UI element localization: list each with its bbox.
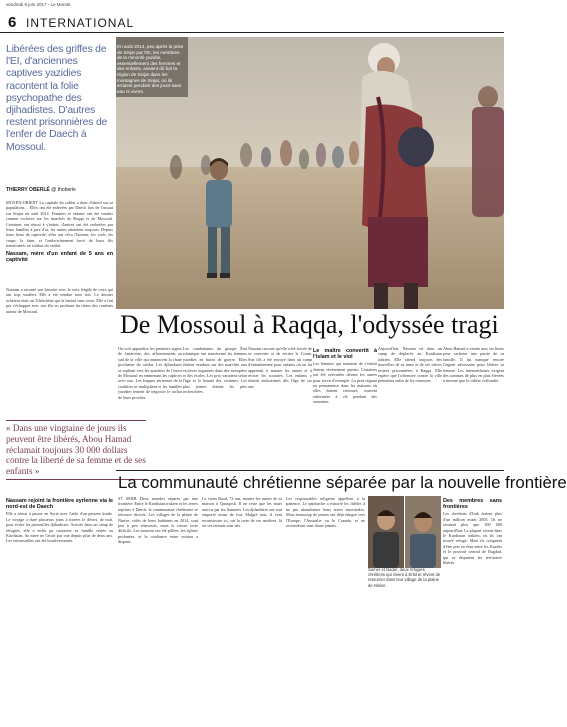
portrait-photos xyxy=(368,496,441,568)
main-headline: De Mossoul à Raqqa, l'odyssée tragi xyxy=(120,310,499,339)
portraits-illustration xyxy=(368,496,441,568)
left-bottom-column xyxy=(6,496,113,727)
pull-quote-text: « Dans une vingtaine de jours ils peuvent être libérés, Abou Hamad réclamait toujours 30 000 dollars contre la liberté de sa femme et de ses enfants » xyxy=(6,423,146,477)
lead-text: Libérées des griffes de l'EI, d'anciennes captives yazidies racontent la folie psychopathe des djihadistes. D'autres restent prisonnières de l'enfer de Daech à Mossoul. xyxy=(6,44,108,153)
photo-caption: En août 2014, peu après la prise de Sinjar par l'EI, les membres de la minorité yazidie, essentiellement des femmes et des enfants, avaient dû fuir la région de Sinjar dans les montagnes de Sinjar, où ils erraient pendant des jours sans eau ni vivres. xyxy=(117,44,184,94)
article2-col2: Le vieux Raad, 72 ans, montre les ruines de sa maison à Qaraqosh. Il ne reste que les murs noircis par les flammes. Les djihadistes ont tout emporté avant de fuir. Malgré tout, il veut reconstruire ici, sur la terre de ses ancêtres, là où ses enfants sont nés. xyxy=(202,496,283,529)
lead-block xyxy=(6,44,113,154)
left-bottom-text: Elle a réussi à passer en Syrie avec l'aide d'un passeur kurde. Le voyage a duré plusieurs jours à travers le désert, de nuit, pour éviter les patrouilles djihadistes. Arrivée dans un camp de réfugiés, elle a enfin pu contacter sa famille restée au Kurdistan. Sa mère ne l'avait pas vue depuis plus de deux ans. Les retrouvailles ont été bouleversantes. xyxy=(6,511,113,544)
article1-col6: Abou Hamad a vendu tous ses biens pour racheter une partie de sa famille. Il lui manque encore l'argent nécessaire pour libérer sa femme. Les intermédiaires exigent des sommes de plus en plus élevées à mesure que le califat s'effondre. xyxy=(443,346,504,384)
page-number: 6 xyxy=(8,14,17,31)
intro-text: MOYEN-ORIENT La capitale du califat a donc d'abord sur sa population… Elles ont été enlevées par Daech lors de l'assaut sur Sinjar en août 2014. Femmes et enfants ont été vendus comme esclaves sur les marchés de Raqqa et de Mossoul. Certaines ont réussi à s'enfuir, d'autres ont été rachetées par leurs familles à prix d'or, les autres attendent toujours. Depuis leurs lieux de captivité, elles ont vécu l'horreur, les viols, les coups, la faim, et l'endoctrinement forcé de leurs fils transformés en soldats du califat. xyxy=(6,200,113,249)
article2-right-column xyxy=(443,496,502,727)
article2-col3: Les responsables religieux appellent à la patience. Le patriarche a exhorté les fidèles à ne pas abandonner leurs terres ancestrales. Mais beaucoup de jeunes ont déjà émigré vers l'Europe, l'Australie ou le Canada, et ne reviendront sans doute jamais. xyxy=(286,496,365,529)
byline xyxy=(6,187,113,193)
subhead-maitre: Le maître convertit à l'islam et le viol xyxy=(313,348,377,361)
top-bar xyxy=(0,0,504,14)
portrait-caption: Samer et Nader, deux réfugiés chrétiens qui vivent à Erbil et rêvent de retourner dans leur village de la plaine de Ninive. xyxy=(368,567,441,588)
article1-col4 xyxy=(313,346,377,454)
subhead-nassam: Nassam, mère d'un enfant de 5 ans en captivité xyxy=(6,250,113,263)
article1-col3-text: Nassam raconte qu'elle a été forcée de se convertir et de réciter le Coran. Son fils a été envoyé dans un camp d'entraînement pour enfants où on lui apprenait à manier les armes et à réciter les sourates. Les enfants y étaient endoctrinés dès l'âge de six ans. xyxy=(248,346,312,389)
byline-handle: @ thoberle xyxy=(51,187,76,193)
subhead-membres: Des membres sans frontières xyxy=(443,498,502,511)
article2-col4-text: Les chrétiens d'Irak étaient plus d'un million avant 2003. Ils ne seraient plus que 300 000 aujourd'hui. La plupart vivent dans le Kurdistan irakien, où ils ont trouvé refuge. Mais ils craignent d'être pris en étau entre les Kurdes et le pouvoir central de Bagdad, qui se disputent les territoires libérés. xyxy=(443,511,502,566)
byline-name: THIERRY OBERLÉ xyxy=(6,187,50,193)
dateline: vendredi 9 juin 2017 - Le Monde xyxy=(6,2,71,7)
article1-columns xyxy=(116,346,504,454)
article1-col2: Les combattants du groupe État islamique ont transformé les femmes yazidies en butin de guerre. Elles étaient vendues sur des marchés aux esclaves organisés dans des mosquées et des écoles. Les prix variaient selon l'âge et la beauté des victimes. Les plus jeunes étaient les plus recherchées. xyxy=(183,346,247,395)
article1-col5: Aujourd'hui, Nassam vit dans un camp de déplacés au Kurdistan irakien. Elle attend toujours des nouvelles de sa sœur et de ses nièces restées prisonnières à Raqqa. Elle espère que l'offensive contre la ville permettra enfin de les retrouver. xyxy=(378,346,442,384)
left-column-p1: Nassam a raconté son histoire avec la voix fragile de ceux qui ont trop souffert. Elle a été vendue trois fois. Le dernier acheteur était un Tchétchène qui la battait sans cesse. Elle a fini par s'échapper avec son fils en profitant du chaos des combats autour de Mossoul. xyxy=(6,287,113,314)
subhead-frontiere: Nassam rejoint la frontière syrienne via le nord-est de Daech xyxy=(6,498,113,511)
left-column-intro xyxy=(6,200,113,287)
article2-col1: ST SERB Deux mondes séparés par une frontière. Entre le Kurdistan irakien et les terres reprises à Daech, la communauté chrétienne se retrouve divisée. Les villages de la plaine de Ninive, vidés de leurs habitants en 2014, sont peu à peu réinvestis, mais le retour reste difficile. Les maisons ont été pillées, les églises profanées, et la confiance entre voisins a disparu. xyxy=(118,496,198,545)
mid-rule xyxy=(116,470,504,471)
article1-col1: On voit apparaître les premiers signes de l'anarchie, des affrontements au sud de la ville qui annoncent la chute prochaine du califat. Les djihadistes se replient vers les quartiers de l'ouest de Mossoul en emmenant les captives avec eux. Les frappes aériennes de la coalition se multiplient et les familles yazidies tentent de négocier le rachat de leurs proches. xyxy=(118,346,182,400)
article1-col3 xyxy=(248,346,312,454)
top-rule xyxy=(0,32,504,33)
article1-col4-text: Les femmes qui tentaient de s'enfuir étaient sévèrement punies. Certaines ont été exécutées devant les autres pour servir d'exemple. La peur régnait en permanence dans les maisons où elles étaient retenues, souvent enfermées à clé pendant des semaines. xyxy=(313,361,378,405)
second-headline: La communauté chrétienne séparée par la nouvelle frontière xyxy=(118,473,567,492)
section-title: INTERNATIONAL xyxy=(26,16,135,30)
